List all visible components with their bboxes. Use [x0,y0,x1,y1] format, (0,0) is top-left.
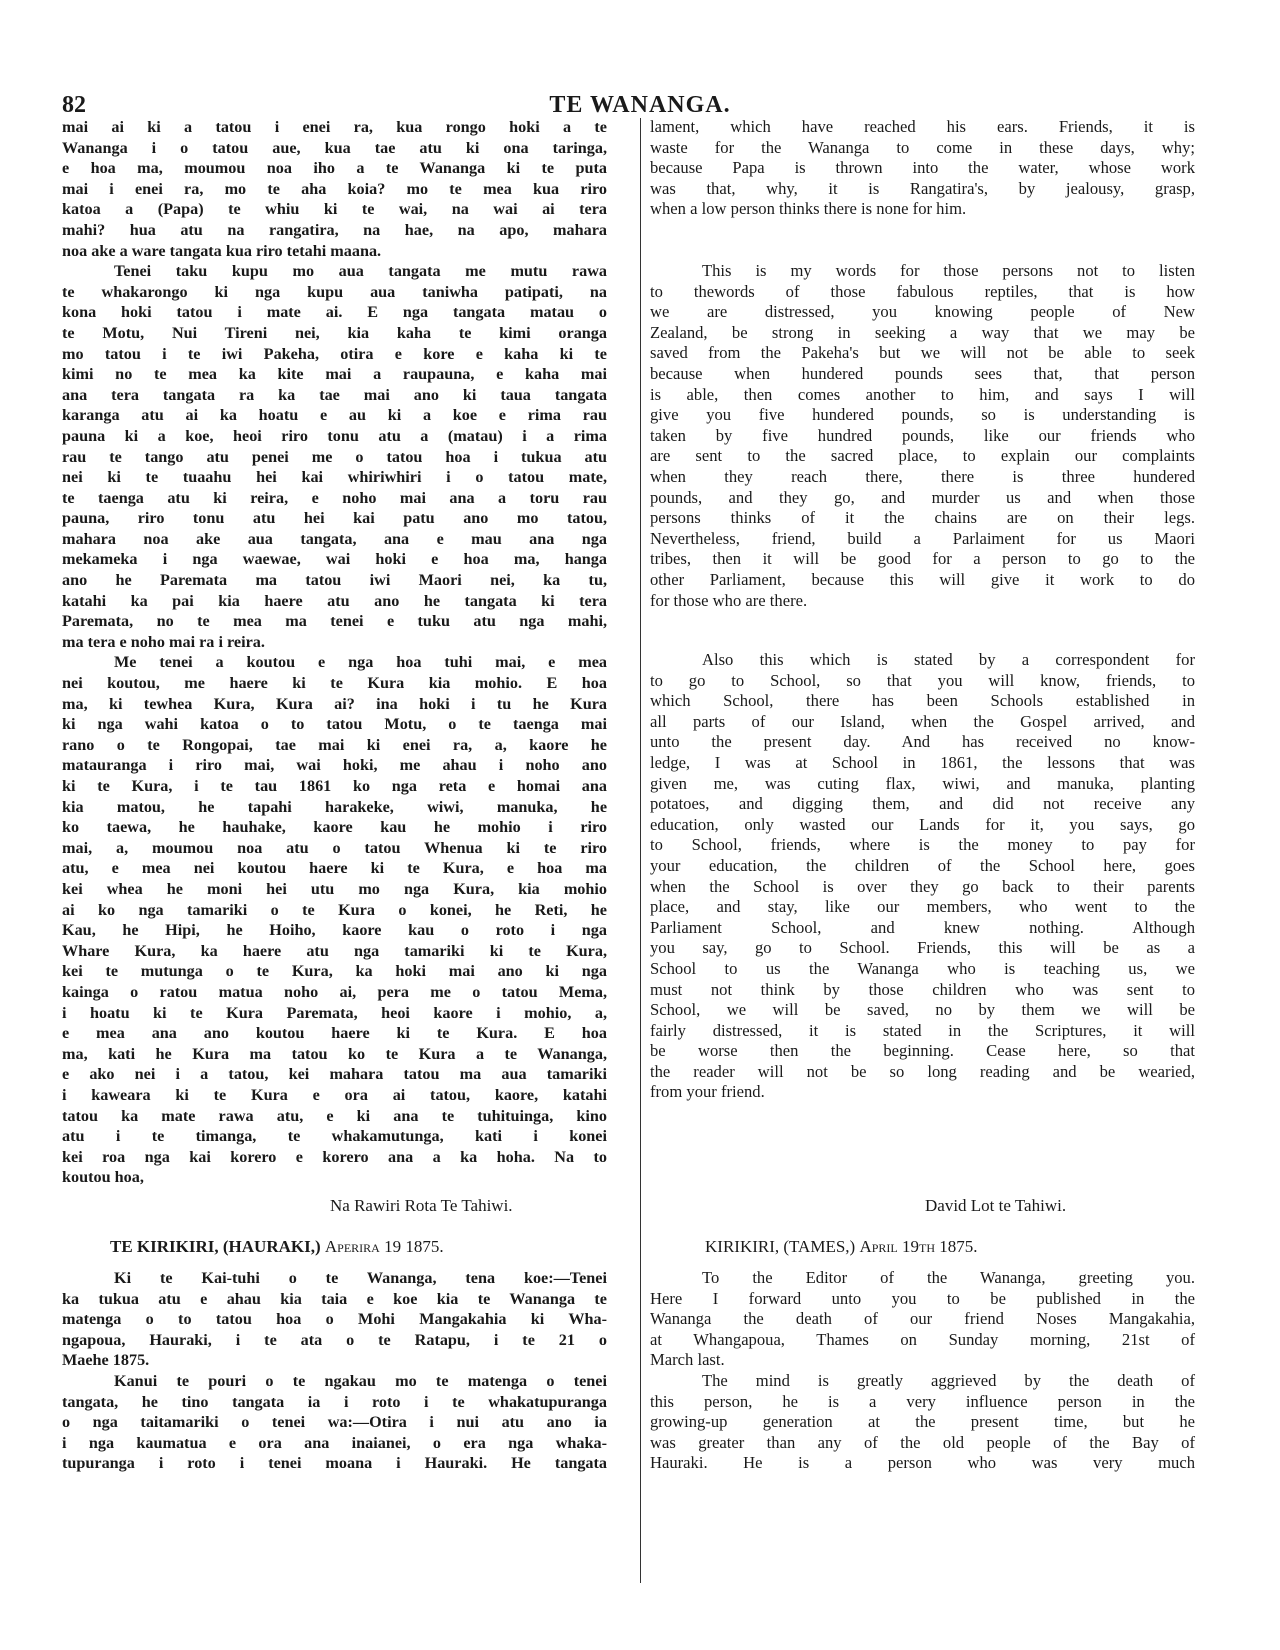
text-line: School, we will be saved, no by them we will be [650,1000,1195,1020]
text-line: ki te Kura, i te tau 1861 ko nga reta e homai ana [62,777,607,795]
text-line: tangata, he tino tangata ia i roto i te whakatupuranga [62,1392,607,1411]
text-line: karanga atu ai ka hoatu e au ki a koe e rima rau [62,406,607,425]
text-line: mahara noa ake aua tangata, ana e mau ana nga [62,529,607,548]
text-line: Wananga the death of our friend Noses Mangakahia, [650,1309,1195,1329]
text-line: March last. [650,1350,725,1370]
text-line: ana tera tangata ra ka tae mai ano ki taua tangata [62,385,607,404]
text-line: at Whangapoua, Thames on Sunday morning, 21st of [650,1329,1195,1349]
text-line: Me tenei a koutou e nga hoa tuhi mai, e mea [114,653,607,672]
text-line: is able, then comes another to him, and says I will [650,384,1195,404]
text-line: the reader will not be so long reading and be wearied, [650,1061,1195,1081]
text-line: ngapoua, Hauraki, i te ata o te Ratapu, i te 21 o [62,1330,607,1349]
text-line: because when hundered pounds sees that, that person [650,363,1195,383]
text-line: e ako nei i a tatou, kei mahara tatou ma aua tamariki [62,1065,607,1084]
text-line: Wananga i o tatou aue, kua tae atu ki ona taringa, [62,138,607,157]
text-line: nei koutou, me haere ki te Kura kia mohio. E hoa [62,674,607,693]
text-line: Kanui te pouri o te ngakau mo te matenga o tenei [114,1371,607,1390]
text-line: The mind is greatly aggrieved by the death of [702,1370,1195,1390]
maori-letter-body [62,117,607,1188]
text-line: persons thinks of it the chains are on their legs. [650,508,1195,528]
english-letter-para-2 [650,261,1195,611]
text-line: kona hoki tatou i mate ai. E nga tangata matau o [62,303,607,322]
text-line: waste for the Wananga to come in these days, why; [650,137,1195,157]
english-obituary-body [650,1268,1195,1474]
text-line: are sent to the sacred place, to explain our complaints [650,446,1195,466]
text-line: mahi? hua atu na rangatira, na hae, na apo, mahara [62,220,607,239]
text-line: unto the present day. And has received no know- [650,732,1195,752]
paragraph [62,652,607,1187]
text-line: potatoes, and digging them, and did not receive any [650,794,1195,814]
text-line: rau te tango atu penei me o tatou hoa i tukua atu [62,447,607,466]
text-line: pauna, riro tonu atu hei kai patu ano mo tatou, [62,509,607,528]
heading-date: April 19th 1875. [859,1237,978,1256]
text-line: i hoatu ki te Kura Paremata, heoi kaore i mohio, a, [62,1003,607,1022]
text-line: e hoa ma, moumou noa iho a te Wananga ki te puta [62,159,607,178]
paragraph [62,261,607,652]
text-line: when they reach there, there is three hundered [650,466,1195,486]
text-line: kainga o ratou matua noho ai, pera me o tatou Mema, [62,982,607,1001]
heading-place: KIRIKIRI, (TAMES,) [705,1237,856,1256]
text-line: katoa a (Papa) te whiu ki te wai, na wai ai tera [62,200,607,219]
text-line: te whakarongo ki nga kupu aua taniwha patipati, na [62,282,607,301]
text-line: te taenga atu ki reira, e noho mai ana a toru rau [62,488,607,507]
text-line: given me, was cuting flax, wiwi, and manuka, planting [650,773,1195,793]
text-line: nei ki te tuaahu hei kai whiriwhiri i o tatou mate, [62,468,607,487]
text-line: kei whea he moni hei utu mo nga Kura, kia mohio [62,879,607,898]
text-line: Whare Kura, ka haere atu nga tamariki ki te Kura, [62,941,607,960]
text-line: be worse then the beginning. Cease here, so that [650,1041,1195,1061]
text-line: when a low person thinks there is none for him. [650,199,967,219]
text-line: ma, kati he Kura ma tatou ko te Kura a te Wananga, [62,1044,607,1063]
text-line: rano o te Rongopai, tae mai ki enei ra, a, kaore he [62,735,607,754]
paragraph [62,117,607,261]
text-line: from your friend. [650,1082,765,1102]
page-number: 82 [62,92,86,118]
text-line: education, only wasted our Lands for it, you says, go [650,814,1195,834]
text-line: pounds, and they go, and murder us and when those [650,487,1195,507]
english-letter-signature: David Lot te Tahiwi. [925,1196,1067,1215]
text-line: mekameka i nga waewae, wai hoki e hoa ma, hanga [62,550,607,569]
text-line: atu, e mea nei koutou haere ki te Kura, e hoa ma [62,859,607,878]
text-line: mai, a, moumou noa atu o tatou Whenua ki te riro [62,838,607,857]
text-line: ma tera e noho mai ra i reira. [62,632,265,651]
text-line: School to us the Wananga who is teaching us, we [650,958,1195,978]
text-line: saved from the Pakeha's but we will not be able to seek [650,343,1195,363]
text-line: ano he Paremata ma tatou iwi Maori nei, ka tu, [62,571,607,590]
text-line: because Papa is thrown into the water, whose work [650,158,1195,178]
text-line: for those who are there. [650,590,808,610]
text-line: which School, there has been Schools established in [650,691,1195,711]
text-line: place, and stay, like our members, who went to the [650,897,1195,917]
text-line: atu i te timanga, te whakamutunga, kati i konei [62,1127,607,1146]
text-line: ka tukua atu e ahau kia taia e koe kia te Wananga te [62,1289,607,1308]
text-line: was that, why, it is Rangatira's, by jealousy, grasp, [650,178,1195,198]
text-line: Parliament School, and knew nothing. Although [650,917,1195,937]
text-line: kia matou, he tapahi harakeke, wiwi, manuka, he [62,797,607,816]
paragraph [650,117,1195,220]
text-line: growing-up generation at the present time, but he [650,1412,1195,1432]
text-line: ma, ki tewhea Kura, Kura ai? ina hoki i tu he Kura [62,694,607,713]
text-line: This is my words for those persons not to listen [702,261,1195,280]
text-line: was greater than any of the old people of the Bay of [650,1432,1195,1452]
text-line: pauna ki a koe, heoi riro tonu atu a (matau) i a rima [62,426,607,445]
text-line: this person, he is a very influence person in the [650,1391,1195,1411]
maori-obituary-body [62,1268,607,1474]
column-divider [640,118,641,1583]
english-letter-para-1 [650,117,1195,220]
newspaper-title: TE WANANGA. [549,92,731,118]
text-line: o nga taitamariki o tenei wa:—Otira i nui atu ano ia [62,1413,607,1432]
text-line: must not think by those children who was sent to [650,979,1195,999]
text-line: tribes, then it will be good for a person to go to the [650,549,1195,569]
text-line: Nevertheless, friend, build a Parlaiment for us Maori [650,528,1195,548]
text-line: tatou ka mate rawa atu, e ki ana te tuhituinga, kino [62,1106,607,1125]
text-line: Paremata, no te mea ma tenei e tuku atu nga mahi, [62,612,607,631]
text-line: to go to School, so that you will know, friends, to [650,670,1195,690]
english-section-heading [705,1237,977,1257]
text-line: katahi ka pai kia haere atu ano he tangata ki tera [62,591,607,610]
text-line: Kau, he Hipi, he Hoiho, kaore kau o roto i nga [62,921,607,940]
text-line: noa ake a ware tangata kua riro tetahi maana. [62,241,382,260]
text-line: all parts of our Island, when the Gospel arrived, and [650,711,1195,731]
text-line: Tenei taku kupu mo aua tangata me mutu rawa [114,262,607,281]
text-line: mai i enei ra, mo te aha koia? mo te mea kua riro [62,179,607,198]
text-line: koutou hoa, [62,1168,144,1187]
text-line: to thewords of those fabulous reptiles, that is how [650,281,1195,301]
text-line: matenga o to tatou hoa o Mohi Mangakahia ki Wha- [62,1310,607,1329]
text-line: Hauraki. He is a person who was very much [650,1453,1195,1473]
paragraph [650,1371,1195,1474]
text-line: ai ko nga tamariki o te Kura o konei, he Reti, he [62,900,607,919]
text-line: To the Editor of the Wananga, greeting you. [702,1268,1195,1287]
english-letter-para-3 [650,650,1195,1103]
paragraph [650,1268,1195,1371]
text-line: we are distressed, you knowing people of New [650,302,1195,322]
text-line: mai ai ki a tatou i enei ra, kua rongo hoki a te [62,118,607,136]
text-line: ko taewa, he hauhake, kaore kau he mohio i riro [62,818,607,837]
text-line: give you five hundered pounds, so is understanding is [650,405,1195,425]
text-line: Also this which is stated by a correspondent for [702,650,1195,669]
text-line: to School, friends, where is the money to pay for [650,835,1195,855]
text-line: te Motu, Nui Tireni nei, kia kaha te kimi oranga [62,323,607,342]
text-line: when the School is over they go back to their parents [650,876,1195,896]
text-line: lament, which have reached his ears. Friends, it is [650,117,1195,136]
text-line: i nga kaumatua e ora ana inaianei, o era nga whaka- [62,1433,607,1452]
paragraph [62,1371,607,1474]
text-line: kei roa nga kai korero e korero ana a ka hoha. Na to [62,1147,607,1166]
text-line: your education, the children of the School here, goes [650,855,1195,875]
text-line: taken by five hundred pounds, like our friends who [650,425,1195,445]
text-line: mo tatou i te iwi Pakeha, otira e kore e kaha ki te [62,344,607,363]
text-line: ki nga wahi katoa o to tatou Motu, o te taenga mai [62,715,607,734]
text-line: other Parliament, because this will give it work to do [650,569,1195,589]
paragraph [650,261,1195,611]
text-line: Ki te Kai-tuhi o te Wananga, tena koe:—Tenei [114,1269,607,1287]
text-line: tupuranga i roto i tenei moana i Hauraki. He tangata [62,1454,607,1473]
text-line: Here I forward unto you to be published in the [650,1288,1195,1308]
text-line: Zealand, be strong in seeking a way that we may be [650,322,1195,342]
text-line: ledge, I was at School in 1861, the lessons that was [650,752,1195,772]
paragraph [62,1268,607,1371]
text-line: Maehe 1875. [62,1351,150,1370]
maori-section-heading [110,1237,444,1257]
text-line: you say, go to School. Friends, this will be as a [650,938,1195,958]
text-line: kei te mutunga o te Kura, ka hoki mai ano ki nga [62,962,607,981]
maori-letter-signature: Na Rawiri Rota Te Tahiwi. [330,1196,513,1215]
text-line: fairly distressed, it is stated in the Scriptures, it will [650,1020,1195,1040]
text-line: i kaweara ki te Kura e ora ai tatou, kaore, katahi [62,1085,607,1104]
heading-date: Aperira 19 1875. [324,1237,444,1256]
heading-place: TE KIRIKIRI, (HAURAKI,) [110,1237,321,1256]
text-line: kimi no te mea ka kite mai a raupauna, e kaha mai [62,365,607,384]
paragraph [650,650,1195,1103]
text-line: matauranga i riro mai, wai hoki, me ahau i noho ano [62,756,607,775]
text-line: e mea ana ano koutou haere ki te Kura. E hoa [62,1024,607,1043]
